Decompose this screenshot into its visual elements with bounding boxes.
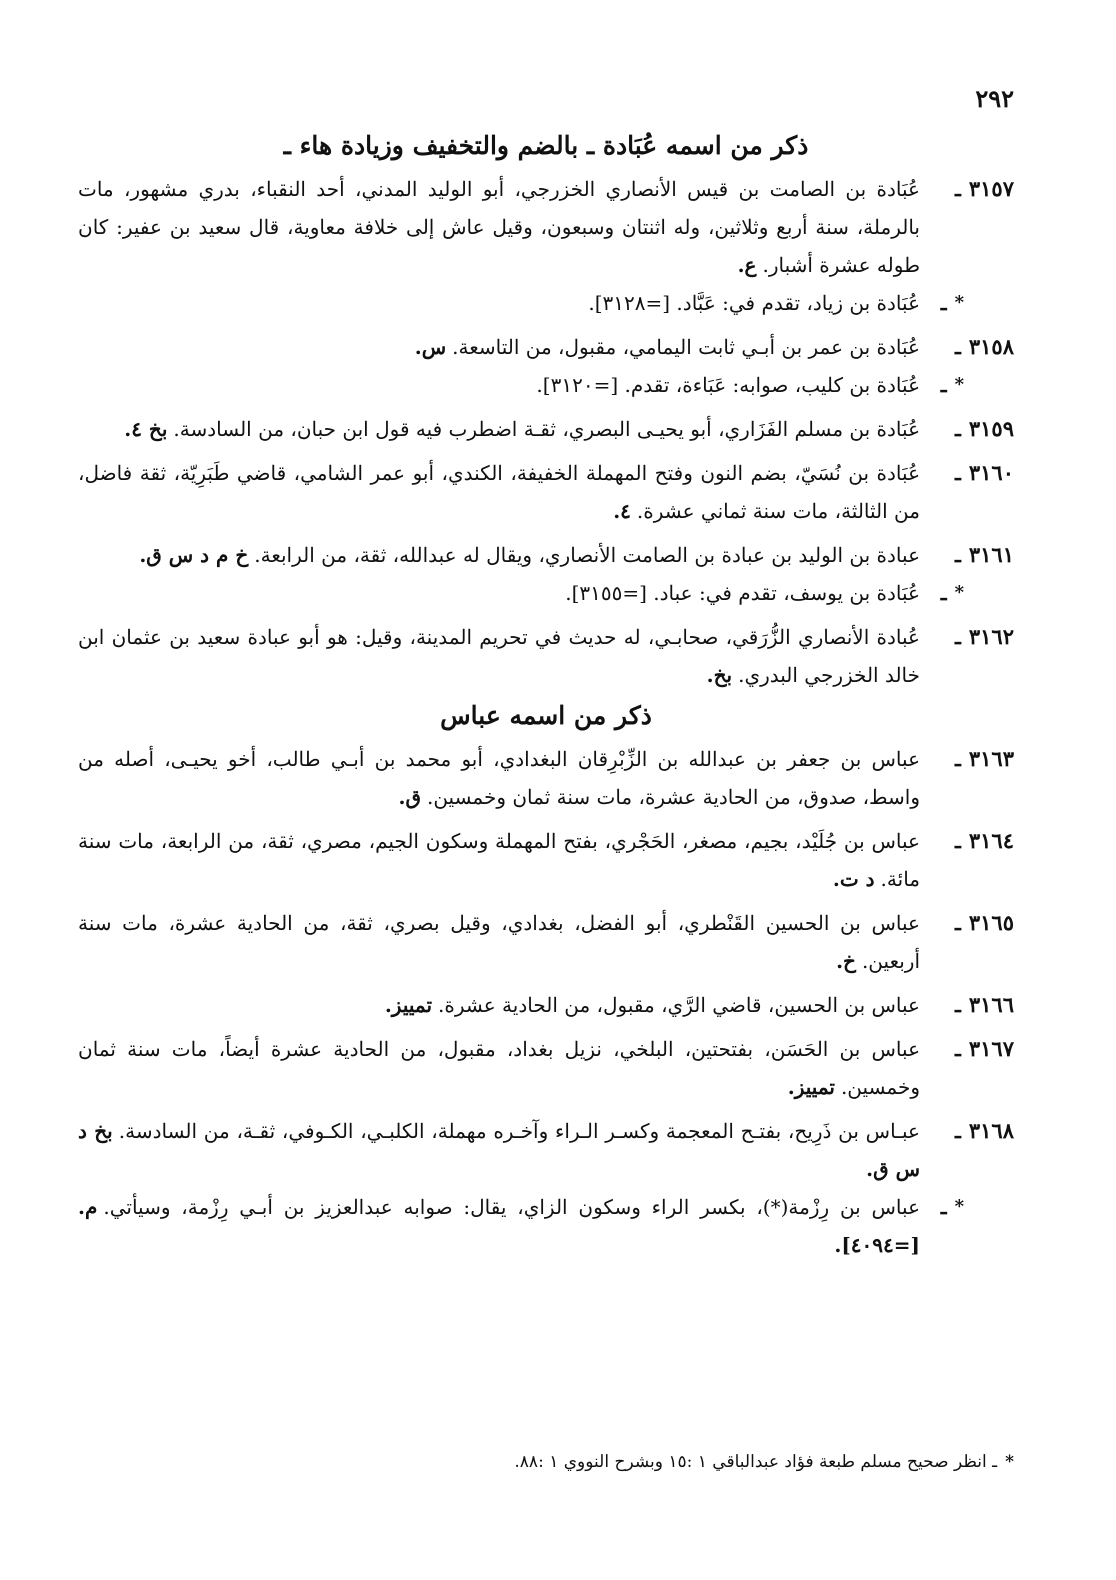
- entry-dash: ـ: [955, 461, 961, 485]
- footnote: [314, 1448, 1014, 1476]
- entry-marker: [920, 1188, 964, 1226]
- entry-description: عباس بن رِزْمة(*)، بكسر الراء وسكون الزاي، يقال: صوابه عبدالعزيز بن أبـي رِزْمة، وسيأتي.: [103, 1195, 920, 1219]
- entry-description: عُبادة الأنصاري الزُّرَقي، صحابـي، له حديث في تحريم المدينة، وقيل: هو أبو عبادة سعيد بن عثمان ابن خالد الخزرجي البدري.: [78, 625, 920, 687]
- entry-text: [78, 986, 920, 1024]
- cross-reference-entry: [78, 1188, 964, 1264]
- entry-number: ٣١٥٧: [968, 176, 1014, 201]
- entry-dash: ـ: [940, 1195, 947, 1219]
- entry-dash: ـ: [955, 1119, 961, 1143]
- entry-dash: ـ: [955, 177, 961, 201]
- entry-description: عباس بن جعفر بن عبدالله بن الزِّبْرِقان البغدادي، أبو محمد بن أبـي طالب، أخو يحيـى، أصله من واسط، صدوق، من الحادية عشرة، مات سنة ثمان وخمسين.: [78, 747, 920, 809]
- entry-source-code: س.: [414, 335, 447, 359]
- entry-description: عبادة بن الوليد بن عبادة بن الصامت الأنصاري، ويقال له عبدالله، ثقة، من الرابعة.: [254, 543, 920, 567]
- entry-source-code: ق.: [398, 785, 421, 809]
- entry-source-code: بخ.: [706, 663, 733, 687]
- biography-entry: [78, 986, 1014, 1024]
- entry-marker: [920, 328, 1014, 366]
- biography-entry: [78, 536, 1014, 574]
- entry-dash: ـ: [955, 1037, 961, 1061]
- entry-description: عُبَادة بن زياد، تقدم في: عَبَّاد. [=٣١٢٨].: [588, 291, 920, 315]
- footnote-text: ـ انظر صحيح مسلم طبعة فؤاد عبدالباقي ١ :١٥ وبشرح النووي ١ :٨٨.: [514, 1452, 998, 1472]
- entries-abbas: [78, 740, 1014, 1264]
- cross-reference-entry: [78, 574, 964, 612]
- biography-entry: [78, 740, 1014, 816]
- asterisk-icon: *: [954, 1196, 964, 1217]
- entry-dash: ـ: [955, 543, 961, 567]
- biography-entry: [78, 618, 1014, 694]
- entry-number: ٣١٦٤: [968, 828, 1014, 853]
- entry-dash: ـ: [955, 747, 961, 771]
- entry-description: عُبَادة بن عمر بن أبـي ثابت اليمامي، مقبول، من التاسعة.: [452, 335, 920, 359]
- entry-text: [78, 284, 920, 322]
- entry-marker: [920, 1112, 1014, 1150]
- footnote-star-icon: *: [1005, 1452, 1014, 1472]
- cross-reference-entry: [78, 284, 964, 322]
- entry-source-code: د ت.: [832, 867, 875, 891]
- entry-text: [78, 904, 920, 980]
- entry-dash: ـ: [955, 417, 961, 441]
- entry-dash: ـ: [940, 291, 947, 315]
- asterisk-icon: *: [954, 292, 964, 313]
- entry-source-code: خ.: [836, 949, 856, 973]
- entry-source-code: ٤.: [613, 499, 631, 523]
- section-heading-ubada: ذكر من اسمه عُبَادة ـ بالضم والتخفيف وزيادة هاء ـ: [283, 131, 809, 160]
- entry-text: [78, 1030, 920, 1106]
- entry-text: [78, 366, 920, 404]
- page-number: ٢٩٢: [975, 84, 1014, 113]
- entry-marker: [920, 536, 1014, 574]
- entry-marker: [920, 740, 1014, 778]
- entry-text: [78, 454, 920, 530]
- entry-description: عبـاس بن ذَرِيح، بفتـح المعجمة وكسـر الـراء وآخـره مهملة، الكلبـي، الكـوفي، ثقـة، من السادسة.: [118, 1119, 920, 1143]
- entry-text: [78, 574, 920, 612]
- entry-source-code: بخ ٤.: [124, 417, 168, 441]
- entry-source-code: تمييز.: [787, 1075, 835, 1099]
- entry-text: [78, 410, 920, 448]
- entry-source-code: بخ د س ق.: [78, 1119, 920, 1181]
- entry-text: [78, 1112, 920, 1188]
- entry-marker: [920, 904, 1014, 942]
- biography-entry: [78, 1112, 1014, 1188]
- entry-dash: ـ: [955, 625, 961, 649]
- entry-marker: [920, 170, 1014, 208]
- entry-number: ٣١٦٥: [968, 910, 1014, 935]
- entry-description: عباس بن جُلَيْد، بجيم، مصغر، الحَجْري، بفتح المهملة وسكون الجيم، مصري، ثقة، من الرابعة، مات سنة مائة.: [78, 829, 920, 891]
- asterisk-icon: *: [954, 374, 964, 395]
- cross-reference-entry: [78, 366, 964, 404]
- biography-entry: [78, 170, 1014, 284]
- entry-source-code: ع.: [737, 253, 757, 277]
- biography-entry: [78, 1030, 1014, 1106]
- entry-number: ٣١٦٣: [968, 746, 1014, 771]
- entry-description: عُبَادة بن يوسف، تقدم في: عباد. [=٣١٥٥].: [565, 581, 920, 605]
- entry-marker: [920, 574, 964, 612]
- entry-marker: [920, 410, 1014, 448]
- entry-marker: [920, 366, 964, 404]
- entry-description: عباس بن الحسين القَنْطري، أبو الفضل، بغدادي، وقيل بصري، ثقة، من الحادية عشرة، مات سنة أربعين.: [78, 911, 920, 973]
- biography-entry: [78, 822, 1014, 898]
- entry-description: عُبَادة بن الصامت بن قيس الأنصاري الخزرجي، أبو الوليد المدني، أحد النقباء، بدري مشهور، مات بالرملة، سنة أربع وثلاثين، وله اثنتان وسبعون، وقيل عاش إلى خلافة معاوية، قال سعيد بن عفير: كان طوله عشرة أشبار.: [78, 177, 920, 277]
- entries-ubada: [78, 170, 1014, 694]
- entry-text: [78, 328, 920, 366]
- entry-description: عُبَادة بن كليب، صوابه: عَبَاءة، تقدم. [=٣١٢٠].: [536, 373, 920, 397]
- entry-dash: ـ: [955, 911, 961, 935]
- entry-source-code: م. [=٤٠٩٤].: [78, 1195, 920, 1257]
- entry-marker: [920, 822, 1014, 860]
- entry-text: [78, 822, 920, 898]
- entry-text: [78, 170, 920, 284]
- section-heading-abbas: ذكر من اسمه عباس: [440, 701, 652, 730]
- entry-number: ٣١٦٢: [968, 624, 1014, 649]
- entry-number: ٣١٦١: [968, 542, 1014, 567]
- entry-dash: ـ: [955, 829, 961, 853]
- entry-dash: ـ: [940, 581, 947, 605]
- entry-marker: [920, 1030, 1014, 1068]
- biography-entry: [78, 328, 1014, 366]
- asterisk-icon: *: [954, 582, 964, 603]
- entry-text: [78, 1188, 920, 1264]
- biography-entry: [78, 904, 1014, 980]
- entry-dash: ـ: [955, 993, 961, 1017]
- entry-marker: [920, 284, 964, 322]
- entry-description: عباس بن الحَسَن، بفتحتين، البلخي، نزيل بغداد، مقبول، من الحادية عشرة أيضاً، مات سنة ثمان وخمسين.: [78, 1037, 920, 1099]
- entry-description: عباس بن الحسين، قاضي الرَّي، مقبول، من الحادية عشرة.: [438, 993, 920, 1017]
- entry-number: ٣١٥٨: [968, 334, 1014, 359]
- entry-marker: [920, 618, 1014, 656]
- entry-marker: [920, 454, 1014, 492]
- entry-marker: [920, 986, 1014, 1024]
- entry-source-code: تمييز.: [384, 993, 433, 1017]
- entry-text: [78, 618, 920, 694]
- entry-dash: ـ: [955, 335, 961, 359]
- entry-number: ٣١٦٧: [968, 1036, 1014, 1061]
- biography-entry: [78, 454, 1014, 530]
- entry-description: عُبَادة بن نُسَيّ، بضم النون وفتح المهملة الخفيفة، الكندي، أبو عمر الشامي، قاضي طَبَرِيّة، ثقة فاضل، من الثالثة، مات سنة ثماني عشرة.: [78, 461, 920, 523]
- biography-entry: [78, 410, 1014, 448]
- entry-description: عُبَادة بن مسلم الفَزَاري، أبو يحيـى البصري، ثقـة اضطرب فيه قول ابن حبان، من السادسة.: [173, 417, 920, 441]
- entry-dash: ـ: [940, 373, 947, 397]
- entry-number: ٣١٥٩: [968, 416, 1014, 441]
- entry-text: [78, 536, 920, 574]
- entry-number: ٣١٦٨: [968, 1118, 1014, 1143]
- entry-source-code: خ م د س ق.: [139, 543, 249, 567]
- entry-number: ٣١٦٠: [968, 460, 1014, 485]
- book-page: [78, 84, 1014, 1264]
- entry-text: [78, 740, 920, 816]
- entry-number: ٣١٦٦: [968, 992, 1014, 1017]
